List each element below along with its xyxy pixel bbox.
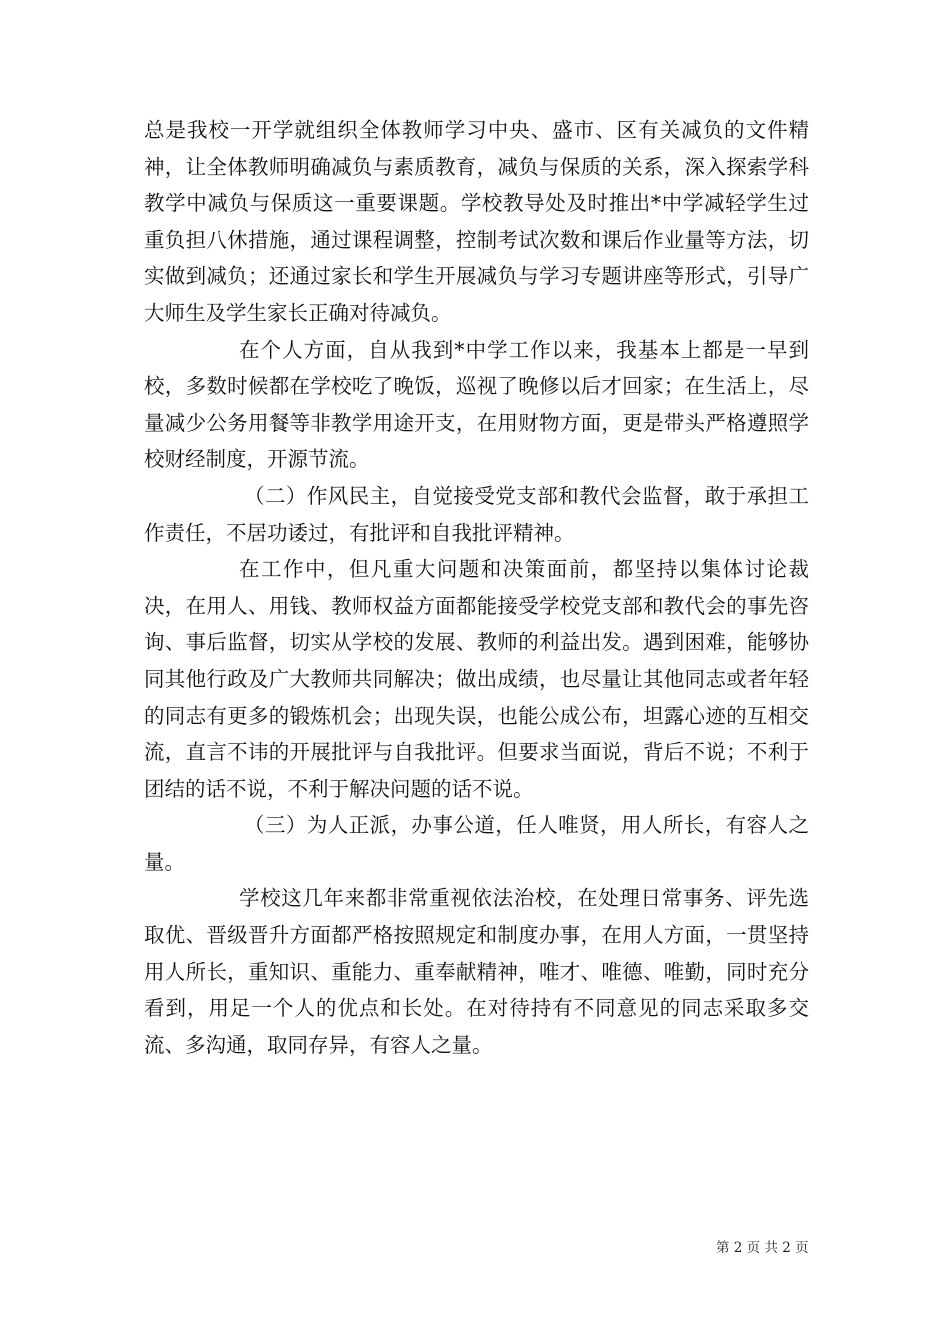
- document-body: [144, 112, 809, 1063]
- section-heading-2: （二）作风民主，自觉接受党支部和教代会监督，敢于承担工作责任，不居功诿过，有批评和自我批评精神。: [144, 483, 809, 545]
- paragraph-continuation: 总是我校一开学就组织全体教师学习中央、盛市、区有关减负的文件精神，让全体教师明确减负与素质教育，减负与保质的关系，深入探索学科教学中减负与保质这一重要课题。学校教导处及时推出*中学减轻学生过重负担八休措施，通过课程调整，控制考试次数和课后作业量等方法，切实做到减负；还通过家长和学生开展减负与学习专题讲座等形式，引导广大师生及学生家长正确对待减负。: [144, 118, 809, 325]
- paragraph-personal: 在个人方面，自从我到*中学工作以来，我基本上都是一早到校，多数时候都在学校吃了晚饭，巡视了晚修以后才回家；在生活上，尽量减少公务用餐等非教学用途开支，在用财物方面，更是带头严格遵照学校财经制度，开源节流。: [144, 337, 809, 472]
- section-heading-3: （三）为人正派，办事公道，任人唯贤，用人所长，有容人之量。: [144, 813, 809, 874]
- page-number: 第 2 页 共 2 页: [716, 1240, 809, 1256]
- paragraph-work: 在工作中，但凡重大问题和决策面前，都坚持以集体讨论裁决，在用人、用钱、教师权益方面都能接受学校党支部和教代会的事先咨询、事后监督，切实从学校的发展、教师的利益出发。遇到困难，能够协同其他行政及广大教师共同解决；做出成绩，也尽量让其他同志或者年轻的同志有更多的锻炼机会；出现失误，也能公成公布，坦露心迹的互相交流，直言不讳的开展批评与自我批评。但要求当面说，背后不说；不利于团结的话不说，不利于解决问题的话不说。: [144, 557, 809, 801]
- paragraph-school: 学校这几年来都非常重视依法治校，在处理日常事务、评先选取优、晋级晋升方面都严格按照规定和制度办事，在用人方面，一贯坚持用人所长，重知识、重能力、重奉献精神，唯才、唯德、唯勤，同时充分看到，用足一个人的优点和长处。在对待持有不同意见的同志采取多交流、多沟通，取同存异，有容人之量。: [144, 886, 809, 1057]
